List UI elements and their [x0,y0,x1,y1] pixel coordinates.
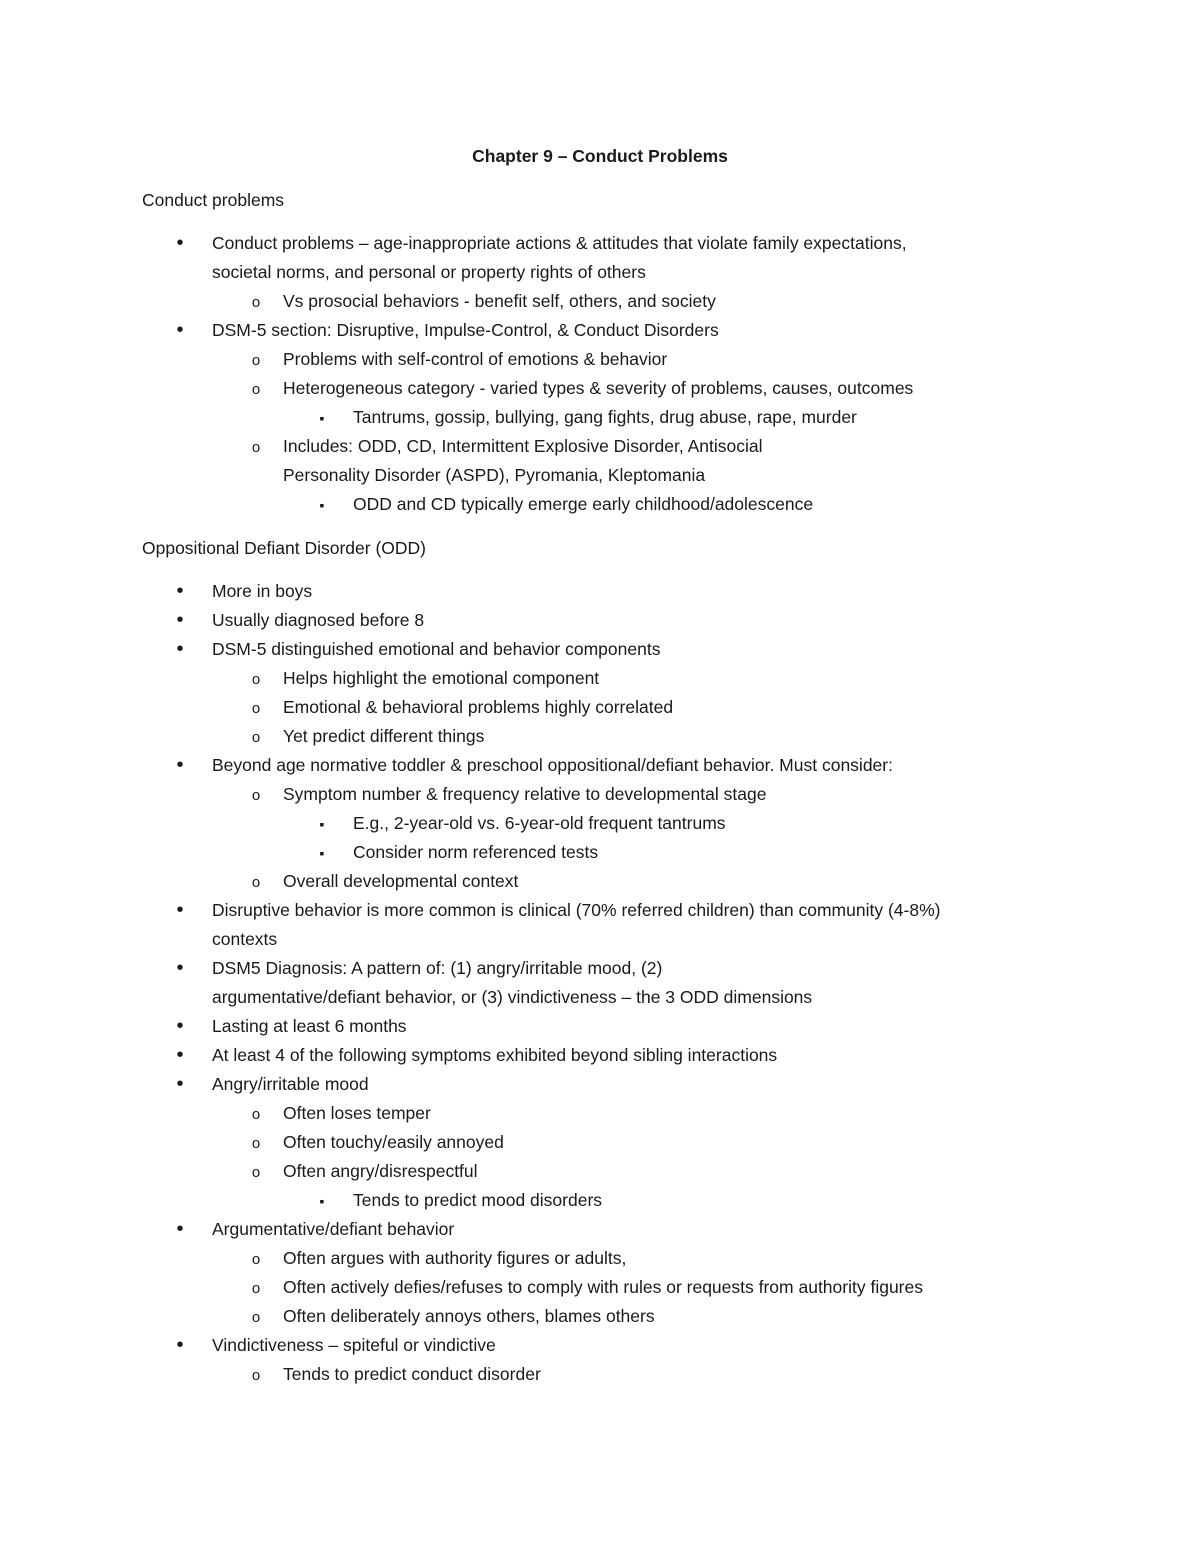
circle-bullet-icon [246,288,266,316]
list-item-text: ODD and CD typically emerge early childhood/adolescence [353,494,814,514]
list-item-text: DSM-5 section: Disruptive, Impulse-Control, & Conduct Disorders [212,320,719,340]
bullet-icon [170,752,190,778]
square-bullet-icon [312,839,332,866]
list-item-text: Symptom number & frequency relative to developmental stage [283,784,767,804]
circle-bullet-icon [246,1361,266,1389]
list-item-text: DSM5 Diagnosis: A pattern of: (1) angry/irritable mood, (2) [212,958,663,978]
circle-bullet-icon [246,1100,266,1128]
list-item-text: Lasting at least 6 months [212,1016,407,1036]
list-item-text: Usually diagnosed before 8 [212,610,425,630]
bullet-icon [170,955,190,981]
circle-bullet-icon [246,375,266,403]
list-item-text: Often actively defies/refuses to comply with rules or requests from authority figures [283,1277,923,1297]
circle-bullet-icon [246,868,266,896]
list-item-text: Vs prosocial behaviors - benefit self, others, and society [283,291,716,311]
list-item-text: contexts [212,929,278,949]
list-item-text: Often angry/disrespectful [283,1161,478,1181]
list-item-text: Conduct problems – age-inappropriate actions & attitudes that violate family expectations, [212,233,907,253]
square-bullet-icon [312,810,332,837]
list-item-text: Tends to predict conduct disorder [283,1364,541,1384]
list-item-text: Tantrums, gossip, bullying, gang fights, drug abuse, rape, murder [353,407,857,427]
circle-bullet-icon [246,723,266,751]
list-item-text: Argumentative/defiant behavior [212,1219,455,1239]
bullet-icon [170,607,190,633]
list-item-text: Helps highlight the emotional component [283,668,600,688]
circle-bullet-icon [246,433,266,461]
circle-bullet-icon [246,1129,266,1157]
circle-bullet-icon [246,1274,266,1302]
bullet-icon [170,636,190,662]
list-item-text: argumentative/defiant behavior, or (3) vindictiveness – the 3 ODD dimensions [212,987,813,1007]
list-item-text: Disruptive behavior is more common is clinical (70% referred children) than community (4-8%) [212,900,941,920]
list-item-text: Often deliberately annoys others, blames others [283,1306,655,1326]
list-item-text: At least 4 of the following symptoms exhibited beyond sibling interactions [212,1045,778,1065]
list-item-text: Includes: ODD, CD, Intermittent Explosive Disorder, Antisocial [283,436,763,456]
list-item-text: Consider norm referenced tests [353,842,599,862]
circle-bullet-icon [246,1158,266,1186]
list-item-text: Often loses temper [283,1103,431,1123]
circle-bullet-icon [246,781,266,809]
list-item-text: E.g., 2-year-old vs. 6-year-old frequent tantrums [353,813,726,833]
list-item-text: Often argues with authority figures or adults, [283,1248,627,1268]
section-heading: Oppositional Defiant Disorder (ODD) [142,538,426,558]
list-item-text: Tends to predict mood disorders [353,1190,603,1210]
bullet-icon [170,230,190,256]
list-item-text: More in boys [212,581,313,601]
bullet-icon [170,897,190,923]
list-item-text: DSM-5 distinguished emotional and behavior components [212,639,661,659]
circle-bullet-icon [246,1245,266,1273]
list-item-text: Angry/irritable mood [212,1074,369,1094]
bullet-icon [170,1216,190,1242]
list-item-text: Overall developmental context [283,871,519,891]
list-item-text: Beyond age normative toddler & preschool oppositional/defiant behavior. Must consider: [212,755,893,775]
list-item-text: Yet predict different things [283,726,485,746]
bullet-icon [170,317,190,343]
bullet-icon [170,1042,190,1068]
circle-bullet-icon [246,346,266,374]
page-title: Chapter 9 – Conduct Problems [472,146,728,166]
list-item-text: Emotional & behavioral problems highly correlated [283,697,674,717]
list-item-text: Often touchy/easily annoyed [283,1132,504,1152]
square-bullet-icon [312,491,332,518]
list-item-text: Vindictiveness – spiteful or vindictive [212,1335,496,1355]
list-item-text: Heterogeneous category - varied types & severity of problems, causes, outcomes [283,378,914,398]
circle-bullet-icon [246,1303,266,1331]
list-item-text: Personality Disorder (ASPD), Pyromania, Kleptomania [283,465,706,485]
bullet-icon [170,1013,190,1039]
circle-bullet-icon [246,694,266,722]
bullet-icon [170,578,190,604]
circle-bullet-icon [246,665,266,693]
square-bullet-icon [312,404,332,431]
bullet-icon [170,1332,190,1358]
list-item-text: Problems with self-control of emotions & behavior [283,349,668,369]
bullet-icon [170,1071,190,1097]
section-heading: Conduct problems [142,190,285,210]
list-item-text: societal norms, and personal or property rights of others [212,262,646,282]
square-bullet-icon [312,1187,332,1214]
